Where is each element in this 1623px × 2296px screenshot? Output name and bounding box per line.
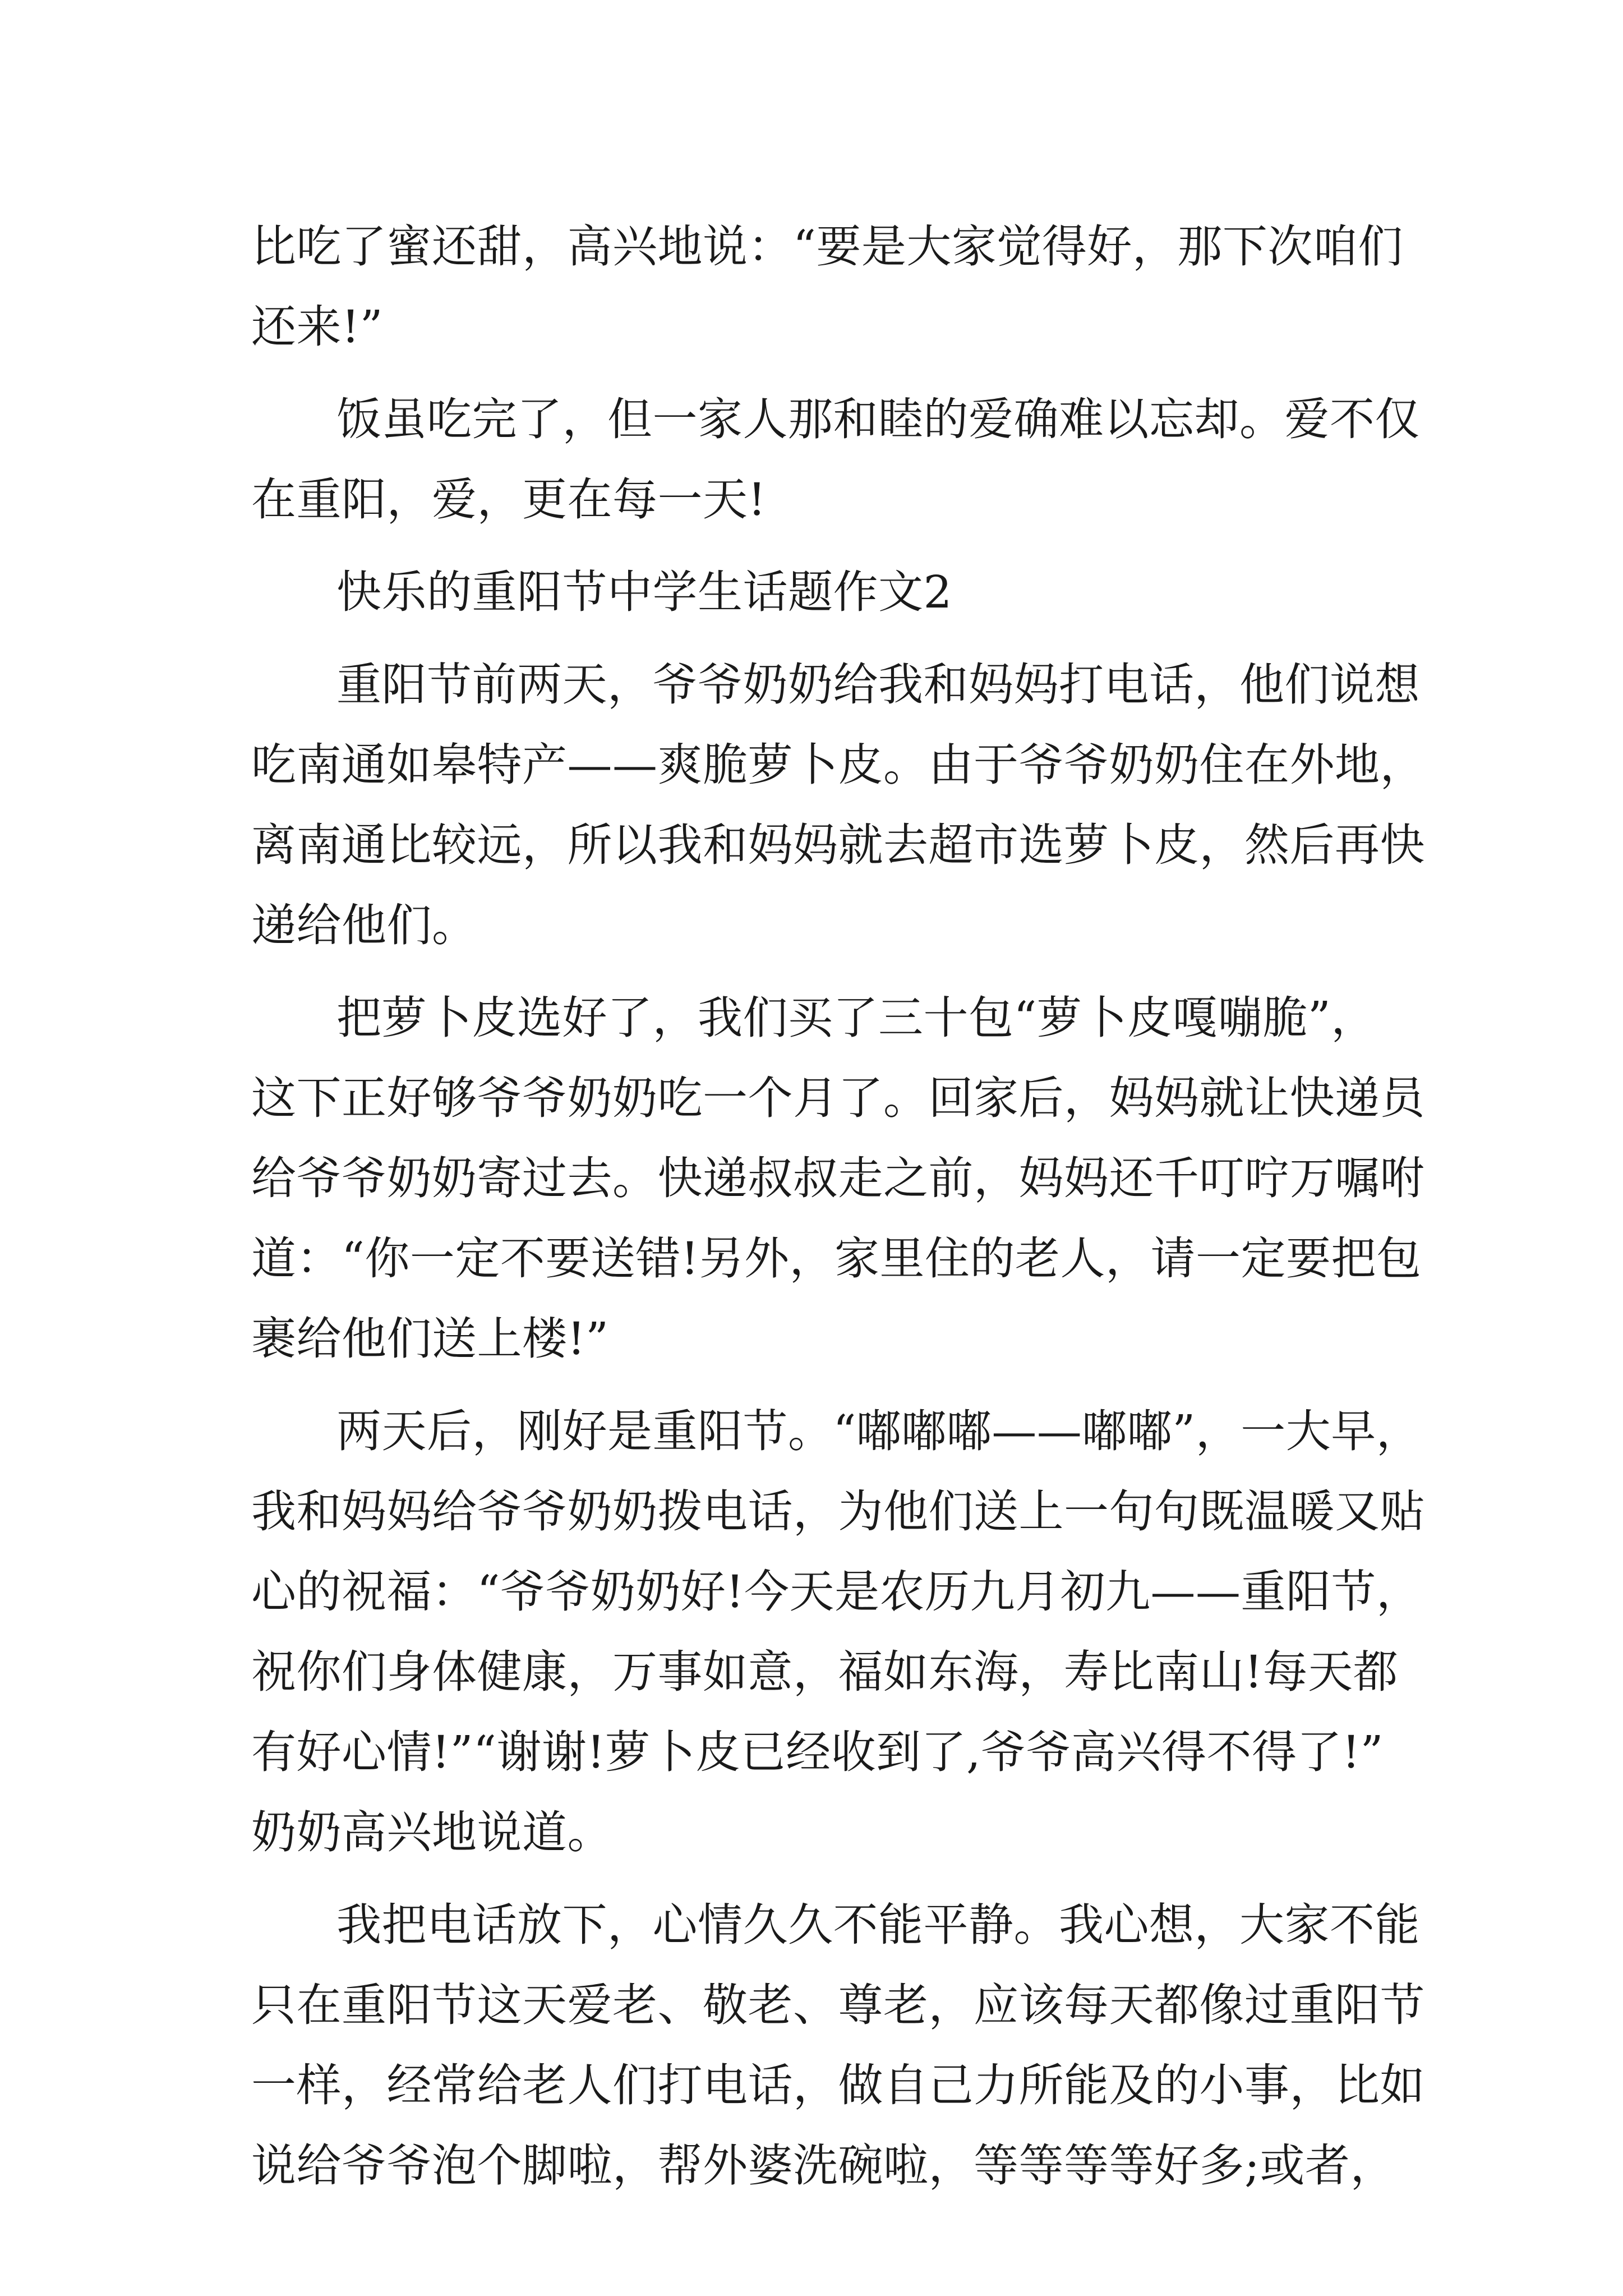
paragraph-start-line: 饭虽吃完了，但一家人那和睦的爱确难以忘却。爱不仅 — [336, 393, 1420, 445]
text-line: 奶奶高兴地说道。 — [251, 1806, 612, 1858]
text-line: 心的祝福：“爷爷奶奶好!今天是农历九月初九——重阳节， — [251, 1566, 1422, 1618]
text-line: 给爷爷奶奶寄过去。快递叔叔走之前，妈妈还千叮咛万嘱咐 — [251, 1152, 1425, 1204]
text-line: 在重阳，爱，更在每一天! — [251, 473, 767, 526]
document-body — [251, 206, 1425, 2206]
text-line: 吃南通如皋特产——爽脆萝卜皮。由于爷爷奶奶住在外地， — [251, 739, 1425, 791]
text-line: 只在重阳节这天爱老、敬老、尊老，应该每天都像过重阳节 — [251, 1979, 1425, 2031]
text-line: 裹给他们送上楼!” — [251, 1313, 609, 1365]
text-line: 道：“你一定不要送错!另外，家里住的老人，请一定要把包 — [251, 1232, 1422, 1285]
text-line: 离南通比较远，所以我和妈妈就去超市选萝卜皮，然后再快 — [251, 819, 1425, 871]
text-line: 还来!” — [251, 301, 384, 353]
text-line: 有好心情!”“谢谢!萝卜皮已经收到了,爷爷高兴得不得了!” — [251, 1726, 1384, 1778]
paragraph-start-line: 重阳节前两天，爷爷奶奶给我和妈妈打电话，他们说想 — [336, 659, 1420, 711]
text-line: 这下正好够爷爷奶奶吃一个月了。回家后，妈妈就让快递员 — [251, 1072, 1425, 1124]
paragraph-start-line: 我把电话放下，心情久久不能平静。我心想，大家不能 — [336, 1899, 1420, 1951]
paragraph-start-line: 两天后，刚好是重阳节。“嘟嘟嘟——嘟嘟”，一大早， — [336, 1405, 1422, 1457]
text-line: 我和妈妈给爷爷奶奶拨电话，为他们送上一句句既温暖又贴 — [251, 1485, 1425, 1538]
text-line: 一样，经常给老人们打电话，做自己力所能及的小事，比如 — [251, 2059, 1425, 2111]
text-line: 比吃了蜜还甜，高兴地说：“要是大家觉得好，那下次咱们 — [251, 220, 1403, 273]
text-line: 说给爷爷泡个脚啦，帮外婆洗碗啦，等等等等好多;或者， — [251, 2139, 1395, 2192]
section-title: 快乐的重阳节中学生话题作文2 — [336, 566, 952, 618]
paragraph-start-line: 把萝卜皮选好了，我们买了三十包“萝卜皮嘎嘣脆”， — [336, 992, 1376, 1044]
text-line: 递给他们。 — [251, 899, 477, 951]
text-line: 祝你们身体健康，万事如意，福如东海，寿比南山!每天都 — [251, 1646, 1399, 1698]
